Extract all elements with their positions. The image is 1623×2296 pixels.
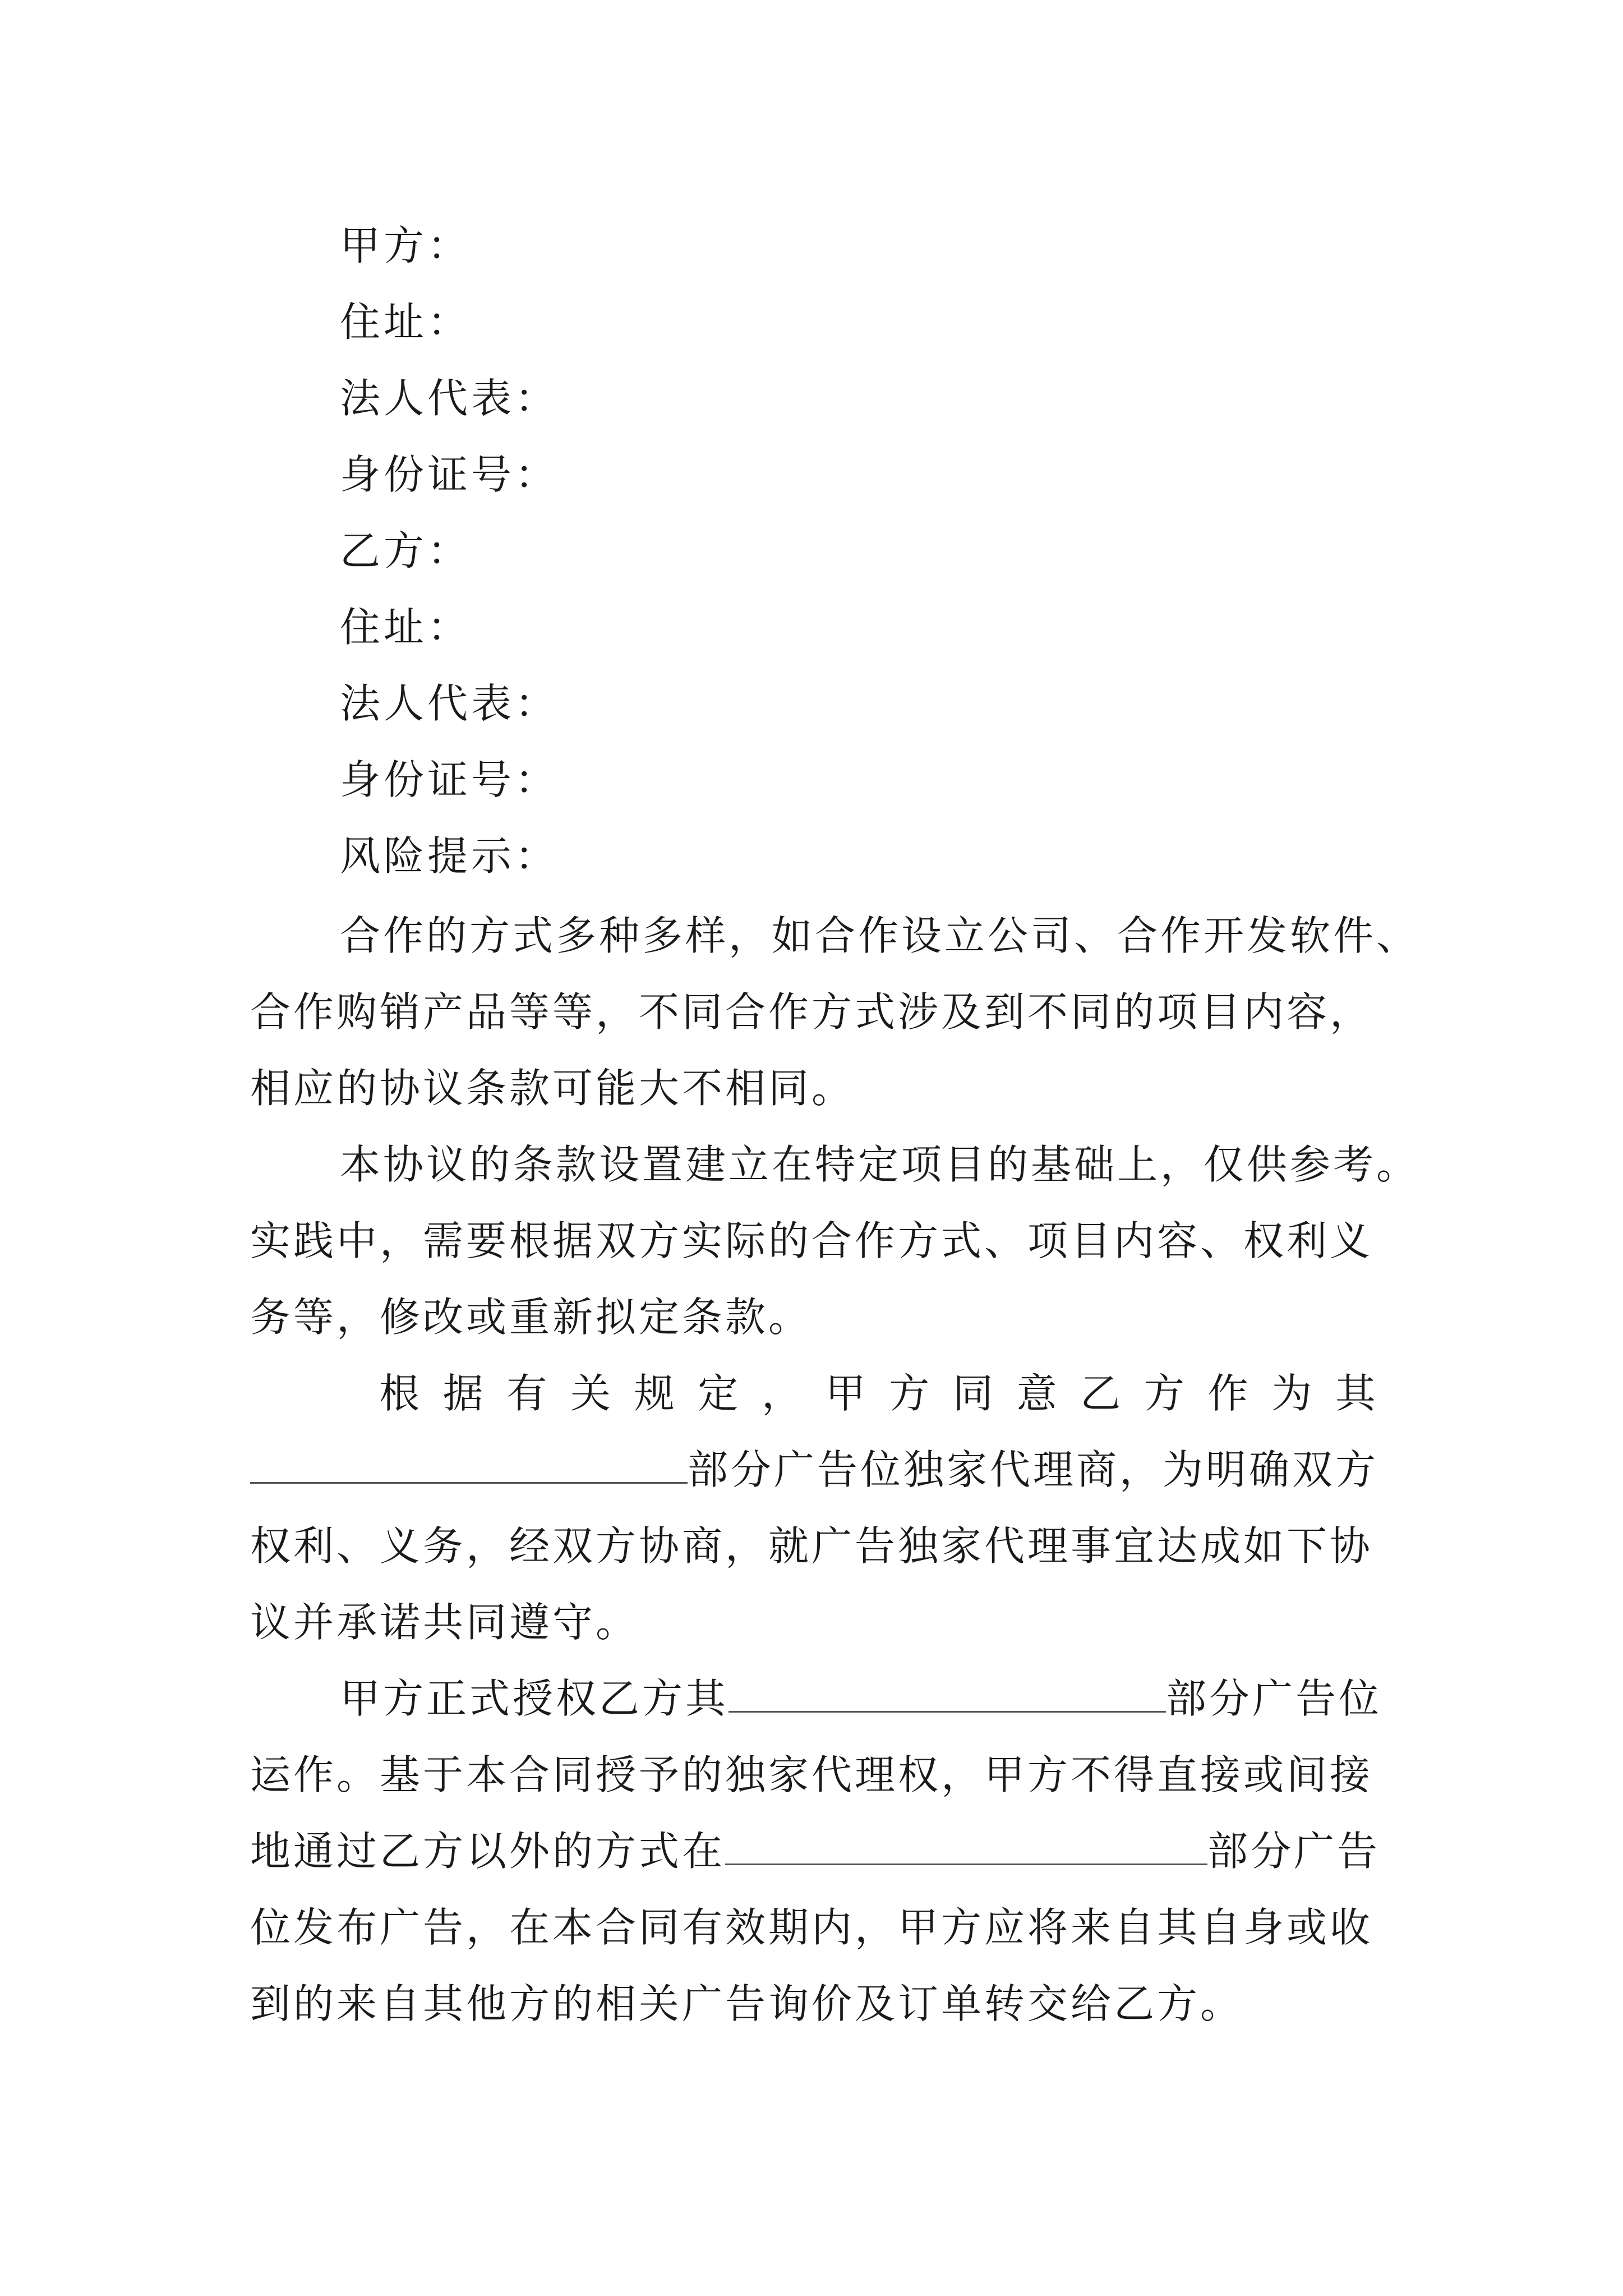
text-line: 合作购销产品等等，不同合作方式涉及到不同的项目内容， bbox=[250, 988, 1373, 1036]
fill-in-blank[interactable] bbox=[728, 1675, 1166, 1713]
text-segment: 部分广告位 bbox=[1166, 1675, 1382, 1722]
text-segment: 部分广告 bbox=[1207, 1828, 1381, 1875]
text-segment: 地通过乙方以外的方式在 bbox=[250, 1828, 726, 1875]
party-b-label: 乙方： bbox=[340, 527, 472, 574]
party-a-label: 甲方： bbox=[340, 222, 472, 269]
char: 关 bbox=[570, 1370, 614, 1417]
char: 定 bbox=[698, 1370, 741, 1417]
text-line: 权利、义务，经双方协商，就广告独家代理事宜达成如下协 bbox=[250, 1522, 1373, 1570]
risk-paragraph-2 bbox=[250, 1126, 1420, 1355]
char: 有 bbox=[506, 1370, 550, 1417]
party-a-rep-label: 法人代表： bbox=[340, 375, 559, 422]
char: 据 bbox=[442, 1370, 486, 1417]
preamble-line-1 bbox=[250, 1355, 1378, 1432]
text-segment: 甲方正式授权乙方其 bbox=[340, 1675, 729, 1722]
char: 乙 bbox=[1080, 1370, 1124, 1417]
char: 甲 bbox=[825, 1370, 869, 1417]
char: 同 bbox=[952, 1370, 996, 1417]
party-b-id-label: 身份证号： bbox=[340, 756, 559, 803]
preamble-line-2 bbox=[250, 1432, 1378, 1508]
party-a-id-label: 身份证号： bbox=[340, 451, 559, 498]
text-line: 实践中，需要根据双方实际的合作方式、项目内容、权利义 bbox=[250, 1217, 1373, 1264]
char: 意 bbox=[1016, 1370, 1060, 1417]
party-b-address-label: 住址： bbox=[340, 604, 472, 651]
text-line: 相应的协议条款可能大不相同。 bbox=[250, 1065, 855, 1112]
text-line: 本协议的条款设置建立在特定项目的基础上，仅供参考。 bbox=[340, 1141, 1420, 1188]
clause-1-paragraph bbox=[250, 1660, 1382, 2042]
char: 其 bbox=[1335, 1370, 1378, 1417]
text-line: 位发布广告，在本合同有效期内，甲方应将来自其自身或收 bbox=[250, 1904, 1373, 1951]
char: ， bbox=[761, 1370, 805, 1417]
clause-line-3 bbox=[250, 1813, 1381, 1889]
char: 方 bbox=[1144, 1370, 1187, 1417]
char: 作 bbox=[1207, 1370, 1251, 1417]
preamble-paragraph bbox=[250, 1355, 1378, 1660]
party-a-address-label: 住址： bbox=[340, 298, 472, 346]
char: 根 bbox=[379, 1370, 423, 1417]
char: 为 bbox=[1271, 1370, 1315, 1417]
fill-in-blank[interactable] bbox=[725, 1828, 1207, 1865]
risk-label: 风险提示： bbox=[340, 832, 559, 880]
fill-in-blank[interactable] bbox=[250, 1446, 688, 1484]
text-line: 到的来自其他方的相关广告询价及订单转交给乙方。 bbox=[250, 1980, 1244, 2027]
text-line: 运作。基于本合同授予的独家代理权，甲方不得直接或间接 bbox=[250, 1751, 1373, 1798]
text-line: 务等，修改或重新拟定条款。 bbox=[250, 1294, 812, 1341]
party-b-rep-label: 法人代表： bbox=[340, 680, 559, 727]
text-segment: 部分广告位独家代理商，为明确双方 bbox=[688, 1446, 1379, 1493]
clause-line-1 bbox=[250, 1660, 1382, 1737]
text-line: 合作的方式多种多样，如合作设立公司、合作开发软件、 bbox=[340, 912, 1420, 959]
char: 规 bbox=[634, 1370, 677, 1417]
text-line: 议并承诺共同遵守。 bbox=[250, 1599, 639, 1646]
char: 方 bbox=[889, 1370, 933, 1417]
risk-paragraph-1 bbox=[250, 898, 1420, 1126]
